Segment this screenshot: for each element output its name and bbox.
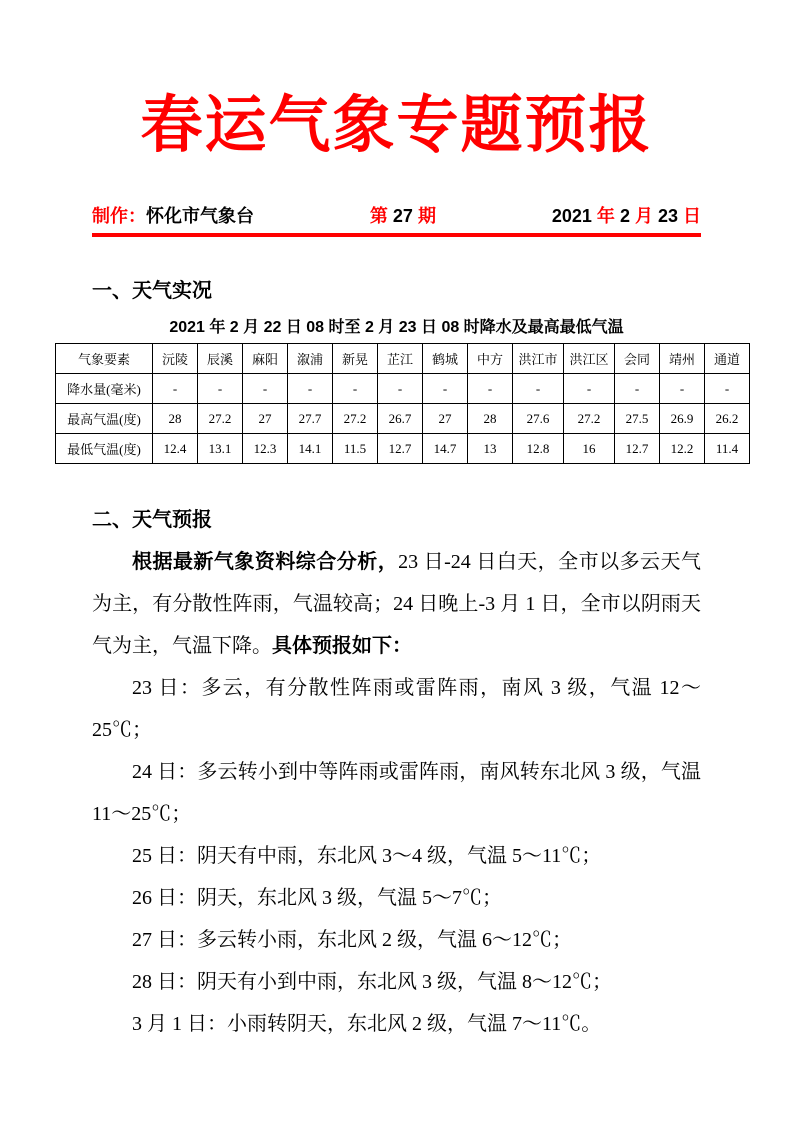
date-year-label: 年 [596, 206, 620, 226]
section-1-heading: 一、天气实况 [92, 280, 212, 302]
cell: - [288, 374, 333, 404]
col-header: 中方 [468, 344, 513, 374]
row-label: 最高气温(度) [56, 404, 153, 434]
cell: - [333, 374, 378, 404]
cell: - [615, 374, 660, 404]
producer-label: 制作： [92, 206, 146, 226]
row-label: 降水量(毫米) [56, 374, 153, 404]
table-header-row [56, 344, 750, 374]
cell: 11.5 [333, 434, 378, 464]
cell: - [153, 374, 198, 404]
cell: 11.4 [705, 434, 750, 464]
cell: - [564, 374, 615, 404]
cell: 12.7 [378, 434, 423, 464]
cell: - [243, 374, 288, 404]
col-header: 通道 [705, 344, 750, 374]
cell: 27.6 [513, 404, 564, 434]
forecast-item-0301: 3 月 1 日：小雨转阴天，东北风 2 级，气温 7～11℃。 [132, 1013, 602, 1035]
producer [92, 202, 254, 230]
cell: 27 [243, 404, 288, 434]
cell: 28 [468, 404, 513, 434]
col-header: 会同 [615, 344, 660, 374]
cell: 13 [468, 434, 513, 464]
col-header: 鹤城 [423, 344, 468, 374]
forecast-item-26: 26 日：阴天，东北风 3 级，气温 5～7℃； [132, 887, 502, 909]
forecast-item-24: 24 日：多云转小到中等阵雨或雷阵雨，南风转东北风 3 级，气温 11～25℃； [92, 761, 701, 825]
header-rule [92, 233, 701, 237]
issue-value: 27 [392, 206, 413, 226]
section-2-heading: 二、天气预报 [92, 509, 212, 531]
cell: 26.7 [378, 404, 423, 434]
table-row-tmax [56, 404, 750, 434]
cell: 13.1 [198, 434, 243, 464]
col-header: 新晃 [333, 344, 378, 374]
cell: 14.7 [423, 434, 468, 464]
issue-prefix: 第 [369, 206, 393, 226]
col-header: 芷江 [378, 344, 423, 374]
producer-name: 怀化市气象台 [146, 206, 254, 226]
forecast-item-23: 23 日：多云，有分散性阵雨或雷阵雨，南风 3 级，气温 12～25℃； [92, 677, 701, 741]
date-month: 2 [619, 206, 635, 226]
col-header: 气象要素 [56, 344, 153, 374]
col-header: 洪江市 [513, 344, 564, 374]
issue-date [552, 202, 701, 230]
cell: 26.2 [705, 404, 750, 434]
col-header: 沅陵 [153, 344, 198, 374]
cell: 27.7 [288, 404, 333, 434]
cell: 27.2 [198, 404, 243, 434]
issue-suffix: 期 [412, 206, 436, 226]
cell: 12.2 [660, 434, 705, 464]
col-header: 溆浦 [288, 344, 333, 374]
intro-tail-bold: 具体预报如下： [272, 635, 412, 657]
forecast-intro [92, 541, 701, 667]
forecast-item-27: 27 日：多云转小雨，东北风 2 级，气温 6～12℃； [132, 929, 572, 951]
cell: - [705, 374, 750, 404]
table-row-precip [56, 374, 750, 404]
date-day: 23 [657, 206, 683, 226]
cell: 27.2 [564, 404, 615, 434]
date-month-label: 月 [634, 206, 658, 226]
cell: - [660, 374, 705, 404]
issue-number [370, 202, 436, 230]
cell: - [198, 374, 243, 404]
date-year: 2021 [551, 206, 597, 226]
col-header: 洪江区 [564, 344, 615, 374]
cell: - [513, 374, 564, 404]
cell: 28 [153, 404, 198, 434]
cell: 12.3 [243, 434, 288, 464]
table-row-tmin [56, 434, 750, 464]
intro-lead-bold: 根据最新气象资料综合分析， [132, 551, 399, 573]
cell: 12.4 [153, 434, 198, 464]
col-header: 靖州 [660, 344, 705, 374]
col-header: 辰溪 [198, 344, 243, 374]
col-header: 麻阳 [243, 344, 288, 374]
cell: - [423, 374, 468, 404]
cell: 14.1 [288, 434, 333, 464]
forecast-item-25: 25 日：阴天有中雨，东北风 3～4 级，气温 5～11℃； [132, 845, 602, 867]
cell: 16 [564, 434, 615, 464]
cell: 27 [423, 404, 468, 434]
cell: 27.5 [615, 404, 660, 434]
table-title: 2021 年 2 月 22 日 08 时至 2 月 23 日 08 时降水及最高最低气温 [169, 319, 624, 336]
cell: - [468, 374, 513, 404]
intro-text: 23 日-24 日白天，全市以多云天气为主，有分散性阵雨，气温较高；24 日晚上-3 月 1 日，全市以阴雨天气为主，气温下降。 [92, 551, 701, 657]
cell: - [378, 374, 423, 404]
date-day-label: 日 [683, 206, 701, 226]
doc-title: 春运气象专题预报 [140, 92, 653, 160]
cell: 26.9 [660, 404, 705, 434]
forecast-item-28: 28 日：阴天有小到中雨，东北风 3 级，气温 8～12℃； [132, 971, 612, 993]
cell: 27.2 [333, 404, 378, 434]
cell: 12.7 [615, 434, 660, 464]
cell: 12.8 [513, 434, 564, 464]
row-label: 最低气温(度) [56, 434, 153, 464]
meta-line [92, 202, 701, 230]
weather-table [55, 343, 750, 464]
